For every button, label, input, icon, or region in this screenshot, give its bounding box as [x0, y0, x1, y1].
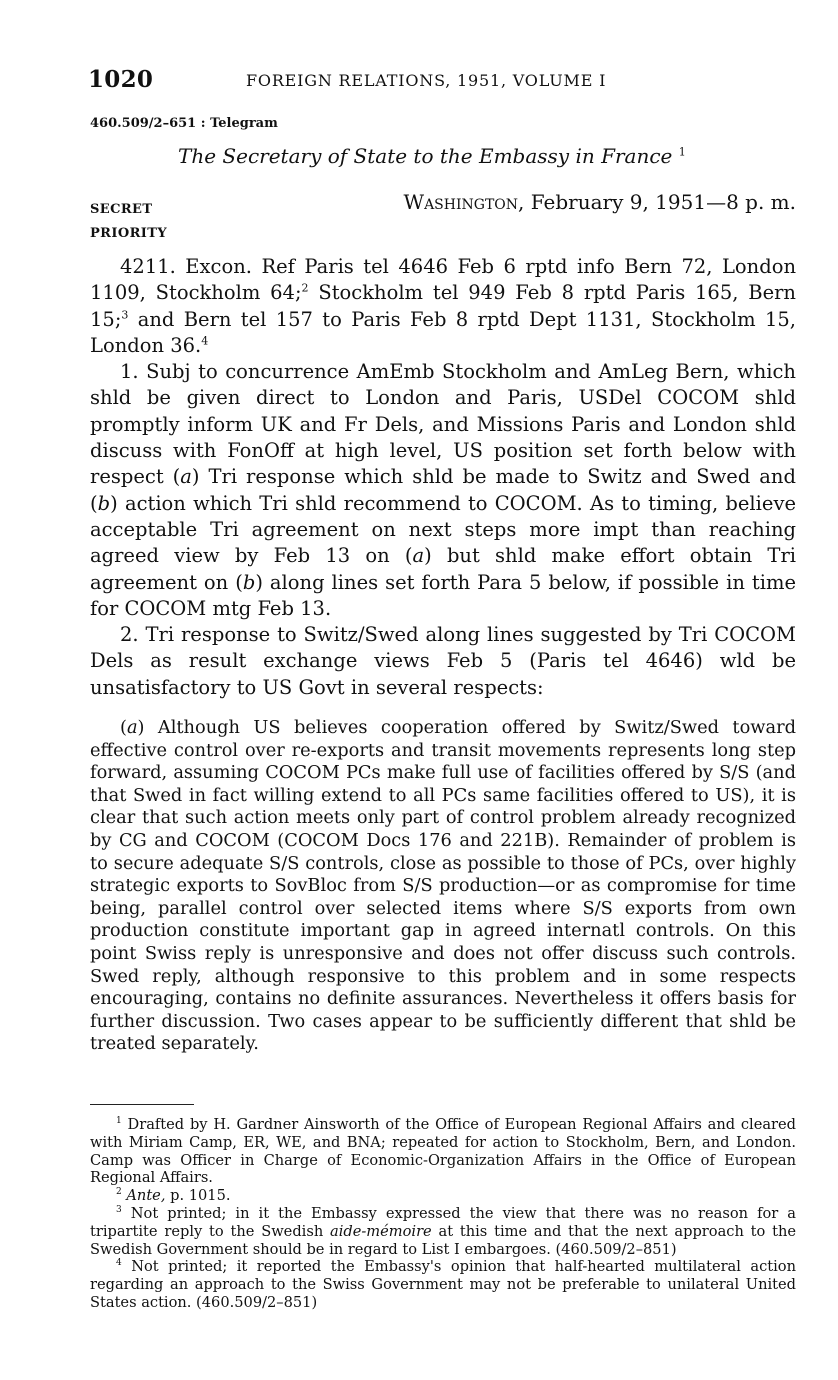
footnotes	[90, 1116, 796, 1312]
text-run: ) but shld make effort obtain Tri agreement on (	[90, 544, 796, 594]
body-paragraph	[90, 359, 796, 622]
footnote-marker: 3	[116, 1205, 122, 1216]
italic-text: Ante,	[126, 1187, 166, 1205]
italic-text: aide-mémoire	[330, 1222, 432, 1240]
text-run: and Bern tel 157 to Paris Feb 8 rptd Dept 1131, Stockholm 15, London 36.	[90, 307, 796, 357]
footnote-marker: 2	[116, 1187, 122, 1198]
telegram-body	[90, 254, 796, 1056]
document-title-text: The Secretary of State to the Embassy in France	[178, 144, 673, 168]
quoted-paragraph	[90, 717, 796, 1056]
footnote	[90, 1205, 796, 1258]
dateline-place: Washington,	[403, 190, 525, 214]
footnote-marker: 3	[121, 308, 129, 322]
text-run: at this time and that the next approach to the Swedish Government should be in regard to List I embargoes. (460.509/2–851)	[90, 1222, 797, 1258]
classification-block	[90, 198, 167, 246]
document-title-footnote-marker: 1	[678, 145, 686, 159]
text-run: (	[120, 717, 127, 739]
text-run: 4211. Excon. Ref Paris tel 4646 Feb 6 rptd info Bern 72, London 1109, Stockholm 64;	[90, 255, 796, 305]
text-run: 1. Subj to concurrence AmEmb Stockholm and AmLeg Bern, which shld be given direct to London and Paris, USDel COCOM shld promptly inform UK and Fr Dels, and Missions Paris and London shld discuss with FonOff at high level, US position set forth below with respect (	[90, 360, 796, 489]
dateline	[404, 190, 796, 214]
text-run: ) Tri response which shld be made to Switz and Swed and (	[90, 465, 796, 515]
footnote-divider	[90, 1104, 194, 1105]
body-paragraph	[90, 254, 796, 359]
text-run: 2. Tri response to Switz/Swed along lines suggested by Tri COCOM Dels as result exchange views Feb 5 (Paris tel 4646) wld be unsatisfactory to US Govt in several respects:	[90, 623, 796, 699]
classification-secret: SECRET	[90, 202, 153, 217]
body-paragraph	[90, 622, 796, 701]
italic-text: a	[126, 717, 138, 739]
italic-text: b	[242, 570, 256, 594]
italic-text: a	[180, 465, 192, 489]
footnote-marker: 1	[116, 1116, 122, 1127]
text-run: Not printed; it reported the Embassy's opinion that half-hearted multilateral action regarding an approach to the Swiss Government may not be preferable to unilateral United States action. (460.509/2–851)	[90, 1258, 796, 1311]
file-reference: 460.509/2–651 : Telegram	[90, 116, 278, 131]
footnote-marker: 4	[116, 1258, 122, 1269]
document-title	[178, 144, 686, 168]
footnote-marker: 4	[201, 334, 209, 348]
italic-text: b	[97, 491, 111, 515]
text-run: ) action which Tri shld recommend to COCOM. As to timing, believe acceptable Tri agreement on next steps more impt than reaching agreed view by Feb 13 on (	[90, 491, 796, 568]
text-run: p. 1015.	[165, 1187, 231, 1205]
footnote	[90, 1116, 796, 1187]
page-number: 1020	[88, 66, 154, 93]
text-run: Not printed; in it the Embassy expressed the view that there was no reason for a tripartite reply to the Swedish	[90, 1204, 796, 1240]
text-run: Drafted by H. Gardner Ainsworth of the Office of European Regional Affairs and cleared with Miriam Camp, ER, WE, and BNA; repeated for action to Stockholm, Bern, and London. Camp was Officer in Charge of Economic-Organization Affairs in the Office of European Regional Affairs.	[90, 1116, 796, 1187]
footnote	[90, 1187, 796, 1205]
running-title: FOREIGN RELATIONS, 1951, VOLUME I	[246, 71, 607, 90]
text-run: ) Although US believes cooperation offered by Switz/Swed toward effective control over re-exports and transit movements represents long step forward, assuming COCOM PCs make full use of facilities offered by S/S (and that Swed in fact willing extend to all PCs same facilities offered to US), it is clear that such action meets only part of control problem already recognized by CG and COCOM (COCOM Docs 176 and 221B). Remainder of problem is to secure adequate S/S controls, close as possible to those of PCs, over highly strategic exports to SovBloc from S/S production—or as compromise for time being, parallel control over selected items where S/S exports from own production constitute important gap in agreed internatl controls. On this point Swiss reply is unresponsive and does not offer discuss such controls. Swed reply, although responsive to this problem and in some respects encouraging, contains no definite assurances. Nevertheless it offers basis for further discussion. Two cases appear to be sufficiently different that shld be treated separately.	[90, 717, 796, 1055]
dateline-date: February 9, 1951—8 p. m.	[530, 190, 796, 214]
classification-priority: PRIORITY	[90, 226, 168, 241]
running-head	[88, 66, 798, 96]
text-run: ) along lines set forth Para 5 below, if possible in time for COCOM mtg Feb 13.	[90, 570, 796, 620]
italic-text: a	[412, 544, 425, 568]
footnote	[90, 1258, 796, 1311]
footnote-marker: 2	[301, 281, 309, 295]
text-run: Stockholm tel 949 Feb 8 rptd Paris 165, Bern 15;	[90, 281, 796, 331]
